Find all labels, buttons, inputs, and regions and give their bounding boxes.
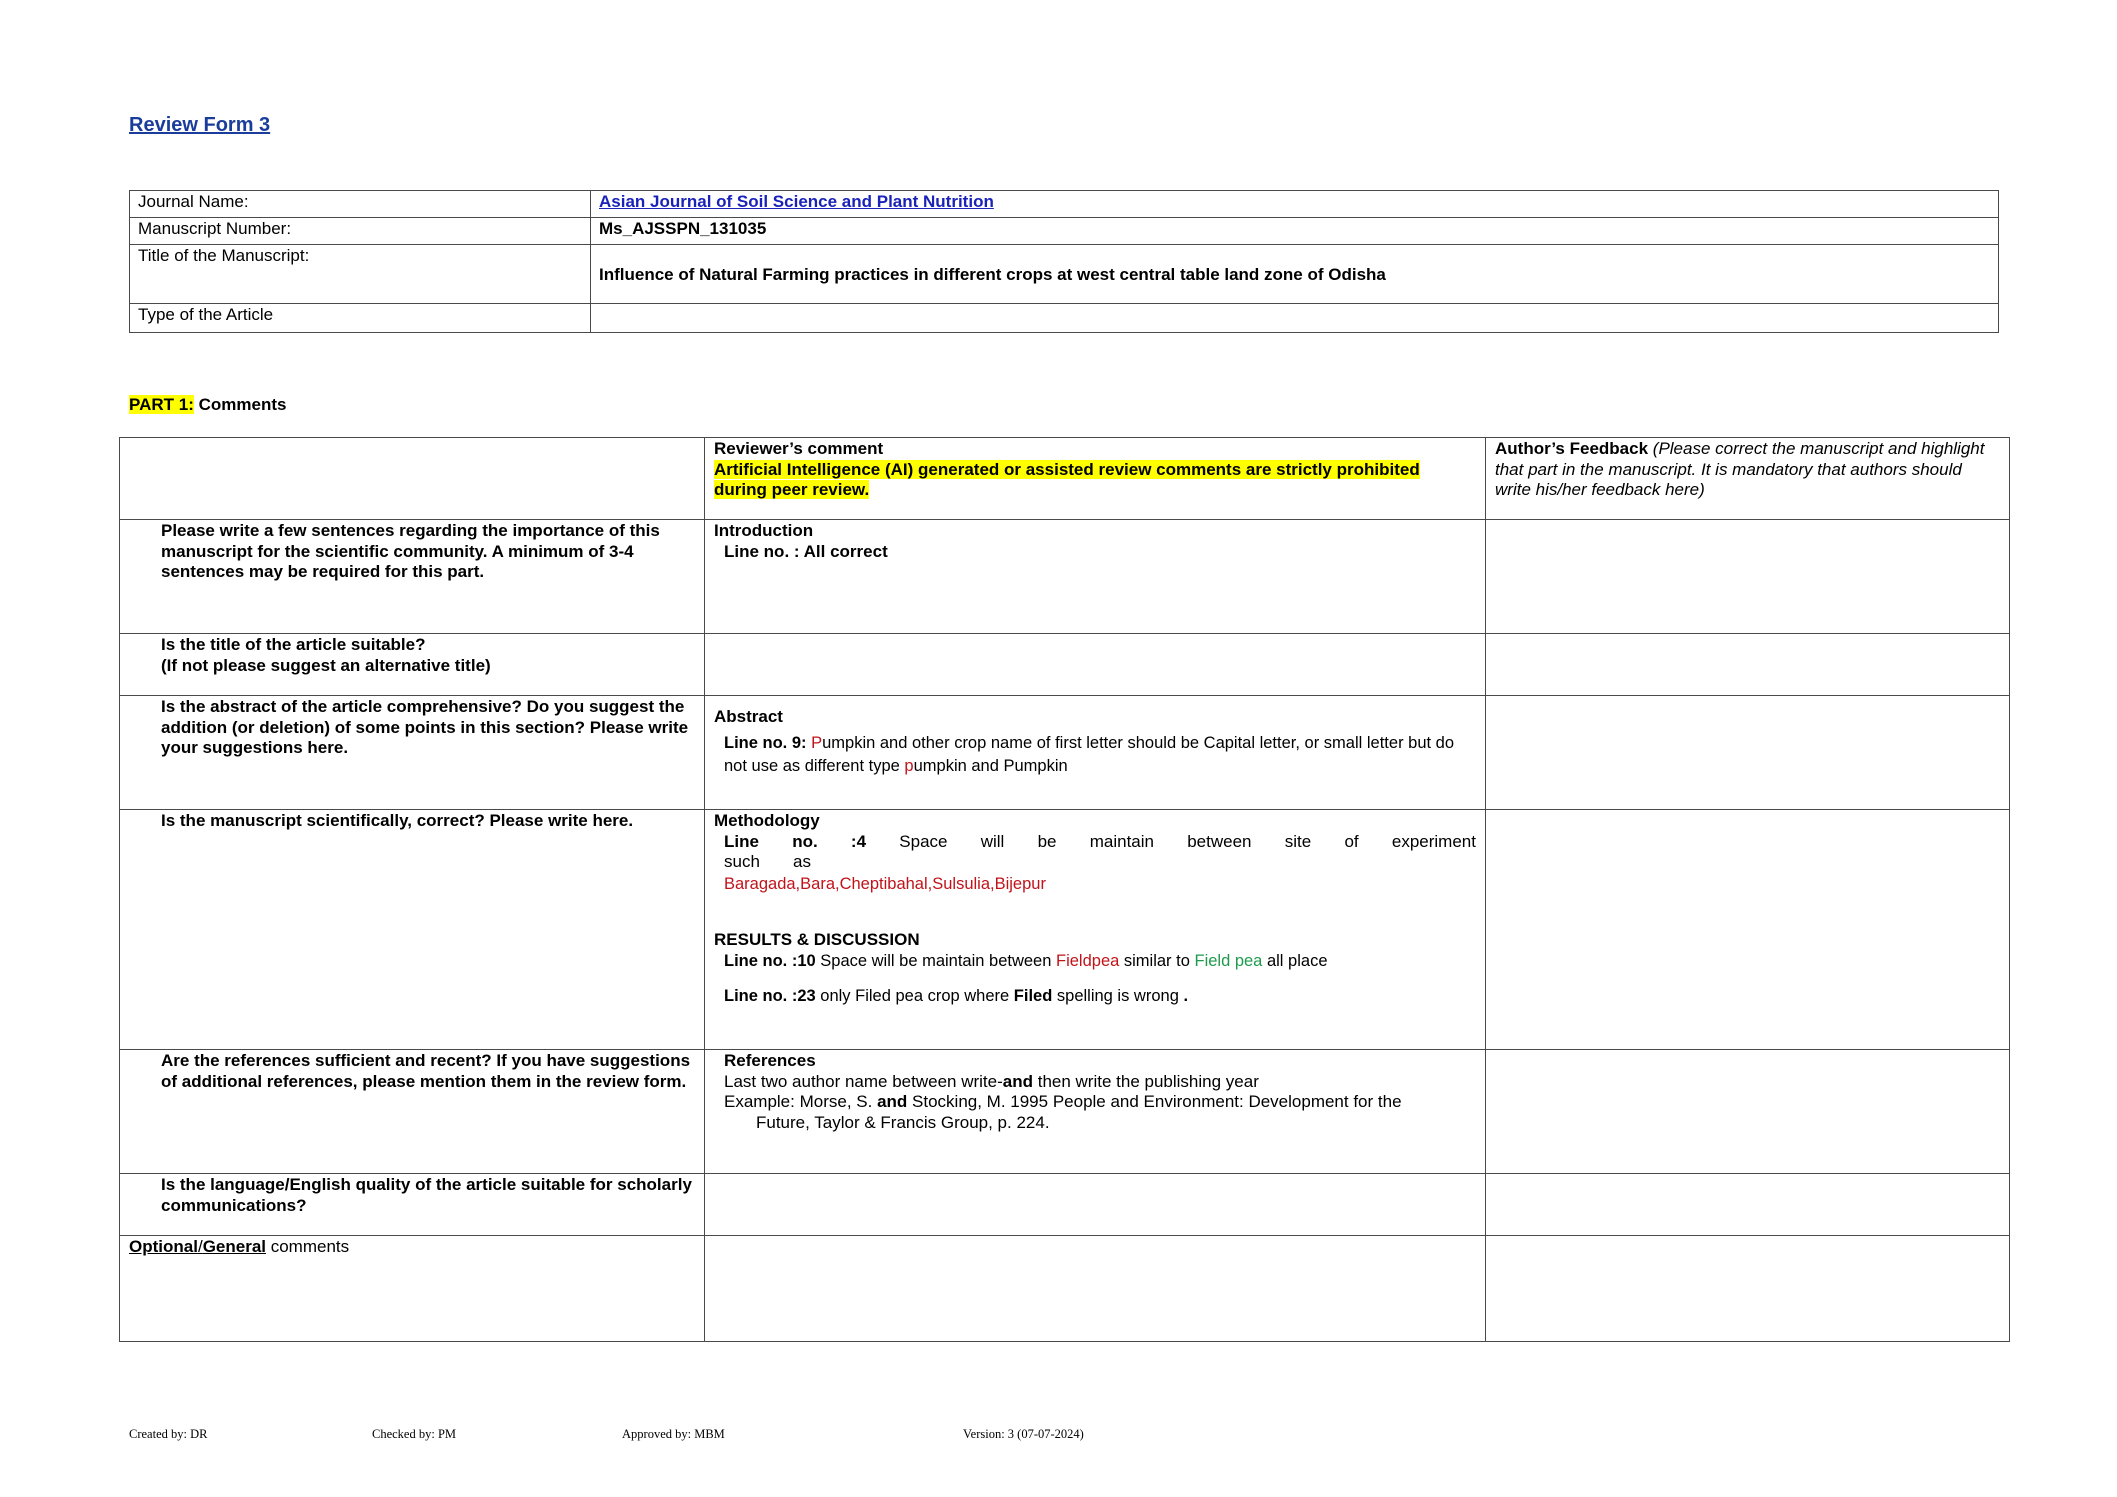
ai-warning bbox=[714, 460, 1476, 501]
references-row bbox=[120, 1050, 2010, 1174]
introduction-heading: Introduction bbox=[714, 521, 814, 540]
scientific-row bbox=[120, 810, 2010, 1050]
abstract-line-9 bbox=[714, 732, 1476, 778]
importance-feedback-cell[interactable] bbox=[1486, 520, 2010, 634]
line4-word: maintain bbox=[1089, 831, 1154, 851]
methodology-line-4-cont bbox=[714, 852, 1476, 873]
abstract-text-1: umpkin and other crop name of first letter should be Capital letter, or small letter but do not use as different type bbox=[724, 733, 1455, 775]
line23-text-1: only Filed pea crop where bbox=[815, 987, 1014, 1005]
line4-word: between bbox=[1187, 831, 1252, 851]
line23-label: Line no. :23 bbox=[724, 987, 816, 1005]
manuscript-number-cell bbox=[591, 218, 1999, 245]
language-feedback-cell[interactable] bbox=[1486, 1174, 2010, 1236]
references-feedback-cell[interactable] bbox=[1486, 1050, 2010, 1174]
line10-text-1: Space will be maintain between bbox=[815, 952, 1056, 970]
reviewer-header-cell bbox=[705, 438, 1486, 520]
abstract-text-2: umpkin and Pumpkin bbox=[913, 756, 1068, 775]
part-heading bbox=[129, 395, 286, 415]
methodology-line-4 bbox=[714, 832, 1476, 853]
line23-text-2: spelling is wrong bbox=[1052, 987, 1184, 1005]
results-line-10 bbox=[714, 950, 1476, 973]
manuscript-number-row bbox=[130, 218, 1999, 245]
introduction-line: Line no. : All correct bbox=[724, 541, 888, 561]
comments-header-row bbox=[120, 438, 2010, 520]
manuscript-title-label: Title of the Manuscript: bbox=[130, 245, 591, 304]
line4-word: as bbox=[792, 852, 811, 871]
comments-label: comments bbox=[266, 1237, 350, 1256]
author-feedback-note: (Please correct the manuscript and highlight that part in the manuscript. It is mandatory that authors should write his/her feedback here) bbox=[1495, 439, 1985, 499]
methodology-heading: Methodology bbox=[714, 811, 820, 830]
footer-checked: Checked by: PM bbox=[372, 1427, 457, 1441]
language-question: Is the language/English quality of the article suitable for scholarly communications? bbox=[120, 1174, 705, 1236]
line4-word: will bbox=[980, 831, 1005, 851]
article-type-row bbox=[130, 304, 1999, 333]
title-suitable-question-line-1: Is the title of the article suitable? bbox=[161, 635, 426, 654]
abstract-feedback-cell[interactable] bbox=[1486, 696, 2010, 810]
abstract-red-p: P bbox=[811, 733, 823, 752]
form-title: Review Form 3 bbox=[129, 114, 271, 136]
journal-label: Journal Name: bbox=[130, 191, 591, 218]
general-label: General bbox=[202, 1237, 266, 1256]
title-suitable-comment-cell bbox=[705, 634, 1486, 696]
line10-red: Fieldpea bbox=[1056, 952, 1120, 970]
title-suitable-feedback-cell[interactable] bbox=[1486, 634, 2010, 696]
references-example-b: and bbox=[877, 1092, 908, 1111]
references-line-1 bbox=[714, 1072, 1476, 1093]
ai-warning-text: Artificial Intelligence (AI) generated or assisted review comments are strictly prohibited during peer review. bbox=[714, 459, 1420, 499]
footer-approved: Approved by: MBM bbox=[622, 1427, 725, 1441]
references-line-1c: then write the publishing year bbox=[1033, 1071, 1259, 1091]
optional-label: Optional bbox=[129, 1237, 198, 1256]
journal-link[interactable]: Asian Journal of Soil Science and Plant Nutrition bbox=[599, 192, 994, 211]
comments-table bbox=[119, 437, 2010, 1342]
optional-feedback-cell[interactable] bbox=[1486, 1236, 2010, 1342]
line23-end: . bbox=[1183, 987, 1189, 1005]
line10-text-2: similar to bbox=[1119, 952, 1195, 970]
line4-word: experiment bbox=[1391, 831, 1476, 851]
manuscript-number-label: Manuscript Number: bbox=[130, 218, 591, 245]
scientific-comment-cell bbox=[705, 810, 1486, 1050]
references-line-1b: and bbox=[1002, 1071, 1033, 1091]
header-empty-cell bbox=[120, 438, 705, 520]
abstract-heading: Abstract bbox=[714, 707, 783, 726]
references-example-a: Example: Morse, S. bbox=[724, 1092, 878, 1111]
references-comment-cell bbox=[705, 1050, 1486, 1174]
optional-slash: / bbox=[197, 1237, 203, 1256]
references-line-1a: Last two author name between write- bbox=[724, 1071, 1003, 1091]
scientific-question: Is the manuscript scientifically, correct? Please write here. bbox=[120, 810, 705, 1050]
journal-row bbox=[130, 191, 1999, 218]
manuscript-title-cell bbox=[591, 245, 1999, 304]
importance-comment-cell bbox=[705, 520, 1486, 634]
importance-row bbox=[120, 520, 2010, 634]
footer-created: Created by: DR bbox=[129, 1427, 208, 1441]
line4-word: such bbox=[724, 852, 760, 871]
article-type-label: Type of the Article bbox=[130, 304, 591, 333]
abstract-row bbox=[120, 696, 2010, 810]
part-number: PART 1: bbox=[129, 395, 194, 414]
footer-version: Version: 3 (07-07-2024) bbox=[963, 1427, 1084, 1441]
manuscript-title-value: Influence of Natural Farming practices in different crops at west central table land zone of Odisha bbox=[599, 265, 1386, 284]
reviewer-comment-title: Reviewer’s comment bbox=[714, 439, 884, 458]
abstract-line-label: Line no. 9: bbox=[724, 733, 812, 752]
line4-word: be bbox=[1037, 831, 1057, 851]
part-label: Comments bbox=[198, 395, 287, 414]
line4-word: of bbox=[1344, 831, 1359, 851]
line10-text-3: all place bbox=[1262, 952, 1328, 970]
line4-word: Line bbox=[724, 831, 759, 851]
article-type-value bbox=[591, 304, 1999, 333]
manuscript-number-value: Ms_AJSSPN_131035 bbox=[599, 219, 767, 238]
line4-word: :4 bbox=[850, 831, 867, 851]
title-suitable-question bbox=[120, 634, 705, 696]
references-example-d: Future, Taylor & Francis Group, p. 224. bbox=[756, 1112, 1050, 1132]
manuscript-info-table bbox=[129, 190, 1999, 333]
line10-label: Line no. :10 bbox=[724, 952, 816, 970]
line4-word: no. bbox=[792, 831, 818, 851]
optional-label-cell bbox=[120, 1236, 705, 1342]
optional-comment-cell bbox=[705, 1236, 1486, 1342]
manuscript-title-row bbox=[130, 245, 1999, 304]
results-heading: RESULTS & DISCUSSION bbox=[714, 929, 920, 949]
experiment-sites: Baragada,Bara,Cheptibahal,Sulsulia,Bijepur bbox=[724, 874, 1046, 893]
references-heading: References bbox=[724, 1051, 816, 1070]
line4-word: site bbox=[1284, 831, 1312, 851]
optional-row bbox=[120, 1236, 2010, 1342]
references-question: Are the references sufficient and recent? If you have suggestions of additional references, please mention them in the review form. bbox=[120, 1050, 705, 1174]
language-row bbox=[120, 1174, 2010, 1236]
references-example bbox=[714, 1092, 1476, 1113]
abstract-question: Is the abstract of the article comprehensive? Do you suggest the addition (or deletion) of some points in this section? Please write your suggestions here. bbox=[120, 696, 705, 810]
abstract-red-p-2: p bbox=[904, 756, 914, 775]
author-feedback-title: Author’s Feedback bbox=[1495, 439, 1649, 458]
scientific-feedback-cell[interactable] bbox=[1486, 810, 2010, 1050]
title-suitable-question-line-2: (If not please suggest an alternative title) bbox=[161, 655, 491, 675]
importance-question: Please write a few sentences regarding the importance of this manuscript for the scientific community. A minimum of 3-4 sentences may be required for this part. bbox=[120, 520, 705, 634]
author-header-cell bbox=[1486, 438, 2010, 520]
line4-word: Space bbox=[899, 831, 948, 851]
abstract-comment-cell bbox=[705, 696, 1486, 810]
references-example-c: Stocking, M. 1995 People and Environment: Development for the bbox=[907, 1092, 1402, 1111]
journal-value-cell bbox=[591, 191, 1999, 218]
line23-bold: Filed bbox=[1013, 987, 1053, 1005]
line10-green: Field pea bbox=[1194, 952, 1263, 970]
language-comment-cell bbox=[705, 1174, 1486, 1236]
results-line-23 bbox=[714, 985, 1476, 1008]
title-suitable-row bbox=[120, 634, 2010, 696]
